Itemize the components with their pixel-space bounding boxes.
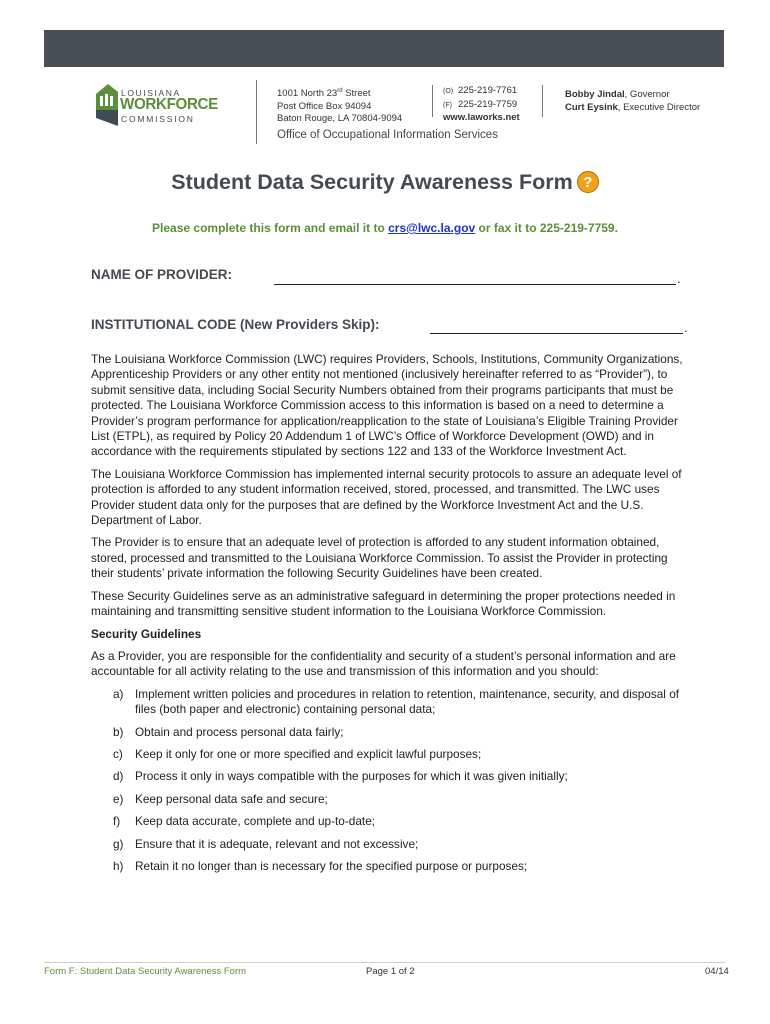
institutional-code-label: INSTITUTIONAL CODE (New Providers Skip): xyxy=(91,317,380,332)
fax-label: (F) xyxy=(443,101,452,109)
website-link[interactable]: www.laworks.net xyxy=(443,112,520,123)
footer-form-name: Form F: Student Data Security Awareness Form xyxy=(44,966,247,977)
page-title: Student Data Security Awareness Form xyxy=(171,170,573,194)
office-phone: 225-219-7761 xyxy=(458,85,518,96)
office-name: Office of Occupational Information Services xyxy=(277,129,498,141)
list-text: Keep personal data safe and secure; xyxy=(135,791,328,806)
list-letter: d) xyxy=(113,769,124,784)
provider-name-field[interactable] xyxy=(274,284,676,285)
instructions-fax: or fax it to 225-219-7759. xyxy=(475,221,618,235)
address-line-1: 1001 North 23 xyxy=(277,88,338,100)
list-item xyxy=(91,792,691,807)
contact-info xyxy=(443,85,520,125)
lwc-logo xyxy=(94,80,254,130)
footer-page-number: Page 1 of 2 xyxy=(366,966,415,977)
list-text: Ensure that it is adequate, relevant and not excessive; xyxy=(135,836,419,851)
header-bar xyxy=(44,30,724,67)
address-line-1-end: Street xyxy=(342,88,371,100)
logo-line-1: LOUISIANA xyxy=(121,88,181,98)
list-item xyxy=(91,687,691,718)
institutional-line-end: . xyxy=(684,320,688,335)
header-divider xyxy=(256,80,257,144)
paragraph: The Louisiana Workforce Commission (LWC) requires Providers, Schools, Institutions, Community Organizations, Apprenticeship Providers or any other entity not mentioned (inclusively hereinafter referred to as “Provider”), to submit sensitive data, including Social Security Numbers obtained from their programs participants that must be protected. The Louisiana Workforce Commission access to this information is based on a need to determine a Provider’s program performance for application/reapplication to the state of Louisiana’s Eligible Training Provider List (ETPL), as required by Policy 20 Addendum 1 of LWC’s Office of Workforce Development (OWD) and in accordance with the requirements stipulated by sections 122 and 133 of the Workforce Investment Act. xyxy=(91,352,683,459)
list-text: Implement written policies and procedures in relation to retention, maintenance, security, and disposal of files (both paper and electronic) containing personal data; xyxy=(135,686,680,717)
building-icon xyxy=(94,80,120,128)
provider-line-end: . xyxy=(677,271,681,286)
list-letter: c) xyxy=(113,746,123,761)
address-superscript: rd xyxy=(337,88,343,94)
list-text: Retain it no longer than is necessary for the specified purpose or purposes; xyxy=(135,858,528,873)
director-name: Curt Eysink xyxy=(565,101,618,113)
list-item xyxy=(91,814,691,829)
email-link[interactable]: crs@lwc.la.gov xyxy=(388,221,476,235)
director-title: , Executive Director xyxy=(617,101,701,113)
help-icon[interactable]: ? xyxy=(577,171,599,193)
fax-phone: 225-219-7759 xyxy=(458,98,518,110)
list-item xyxy=(91,747,691,762)
form-title-row xyxy=(0,170,770,195)
institutional-code-field[interactable] xyxy=(430,333,683,334)
form-body xyxy=(91,352,691,881)
logo-line-2: WORKFORCE xyxy=(120,96,218,113)
logo-line-3: COMMISSION xyxy=(121,114,195,124)
paragraph: These Security Guidelines serve as an administrative safeguard in determining the proper protections needed in maintaining and transmitting sensitive student information to the Louisiana Workforce Commission. xyxy=(91,588,676,619)
list-text: Keep it only for one or more specified and explicit lawful purposes; xyxy=(135,746,482,761)
header-divider xyxy=(432,85,433,117)
address-line-2: Post Office Box 94094 xyxy=(277,100,372,112)
footer-date: 04/14 xyxy=(705,966,729,977)
list-letter: b) xyxy=(113,724,124,739)
mailing-address xyxy=(277,85,402,126)
list-text: Obtain and process personal data fairly; xyxy=(135,724,344,739)
list-item xyxy=(91,725,691,740)
officials xyxy=(565,89,700,114)
footer-divider xyxy=(44,962,725,963)
list-letter: h) xyxy=(113,858,124,873)
list-letter: f) xyxy=(113,814,121,829)
office-phone-label: (O) xyxy=(443,88,454,95)
list-text: Process it only in ways compatible with the purposes for which it was given initially; xyxy=(135,769,568,784)
list-item xyxy=(91,837,691,852)
paragraph: The Louisiana Workforce Commission has implemented internal security protocols to assure an adequate level of protection is afforded to any student information received, stored, processed, and transmitted. The LWC uses Provider student data only for the purposes that are defined by the Workforce Investment Act and the U.S. Department of Labor. xyxy=(91,466,682,528)
list-text: Keep data accurate, complete and up-to-date; xyxy=(135,814,376,829)
governor-title: , Governor xyxy=(624,89,670,100)
list-item xyxy=(91,859,691,874)
list-item xyxy=(91,769,691,784)
paragraph: The Provider is to ensure that an adequate level of protection is afforded to any student information obtained, stored, processed and transmitted to the Louisiana Workforce Commission. To assist the Provider in protecting their students’ private information the following Security Guidelines have been created. xyxy=(91,535,668,581)
governor-name: Bobby Jindal xyxy=(565,89,625,100)
header-divider xyxy=(542,85,543,117)
address-line-3: Baton Rouge, LA 70804-9094 xyxy=(277,113,403,125)
instructions xyxy=(0,221,770,235)
guidelines-heading: Security Guidelines xyxy=(91,626,202,641)
list-letter: e) xyxy=(113,791,124,806)
guidelines-intro: As a Provider, you are responsible for the confidentiality and security of a student’s personal information and are accountable for all activity relating to the use and transmission of this information and you should: xyxy=(91,648,676,679)
guidelines-list xyxy=(91,687,691,875)
provider-name-label: NAME OF PROVIDER: xyxy=(91,267,233,282)
instructions-text: Please complete this form and email it to xyxy=(152,221,385,235)
list-letter: g) xyxy=(113,836,124,851)
list-letter: a) xyxy=(113,686,124,701)
